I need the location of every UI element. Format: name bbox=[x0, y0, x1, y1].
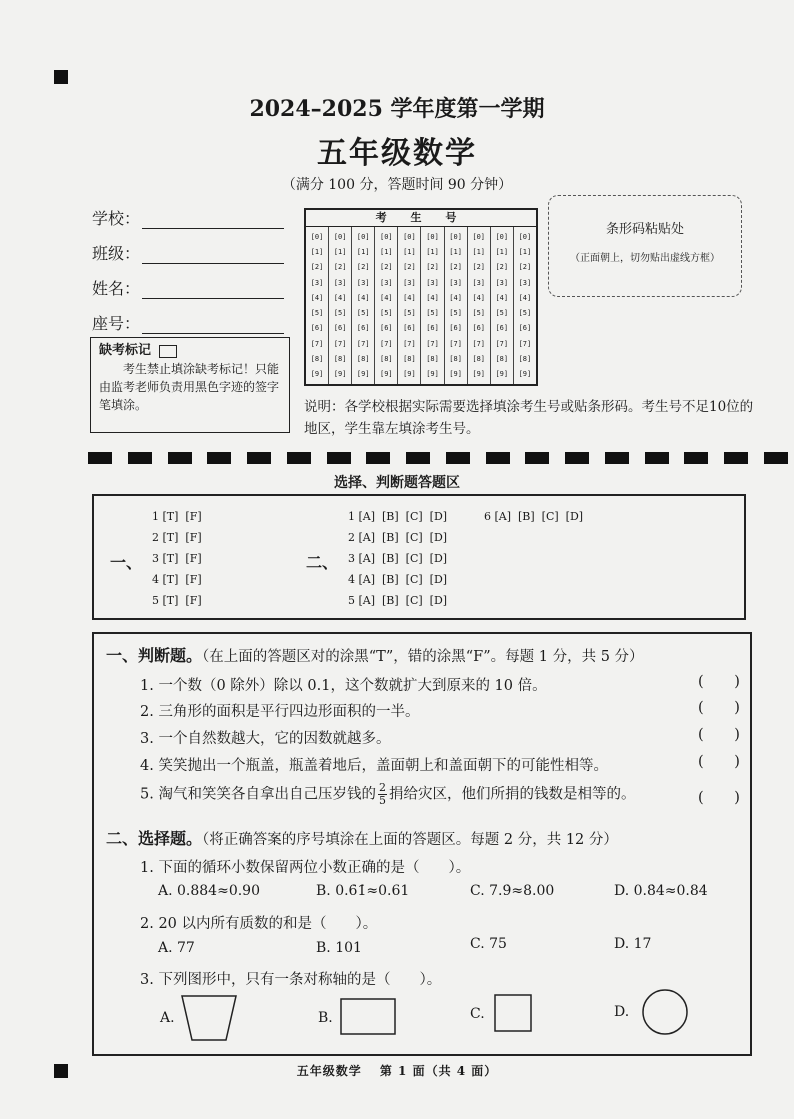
digit-bubble[interactable]: [4] bbox=[310, 293, 324, 302]
mc-row[interactable]: 4 [A] [B] [C] [D] bbox=[348, 573, 448, 586]
digit-bubble[interactable]: [9] bbox=[518, 370, 532, 379]
digit-bubble[interactable]: [5] bbox=[495, 309, 509, 318]
digit-bubble[interactable]: [7] bbox=[426, 339, 439, 348]
digit-bubble[interactable]: [3] bbox=[403, 278, 416, 287]
digit-bubble[interactable]: [6] bbox=[518, 324, 532, 333]
cut-dash bbox=[525, 452, 549, 464]
rectangle-shape bbox=[340, 998, 398, 1036]
cut-dash bbox=[764, 452, 788, 464]
digit-bubble[interactable]: [3] bbox=[449, 278, 462, 287]
mc-row[interactable]: 5 [A] [B] [C] [D] bbox=[348, 594, 448, 607]
digit-bubble[interactable]: [4] bbox=[356, 293, 370, 302]
cut-dash bbox=[247, 452, 271, 464]
exam-number-column bbox=[329, 227, 352, 384]
digit-bubble[interactable]: [2] bbox=[472, 263, 486, 272]
digit-bubble[interactable]: [5] bbox=[380, 309, 393, 318]
digit-bubble[interactable]: [1] bbox=[356, 247, 370, 256]
digit-bubble[interactable]: [3] bbox=[333, 278, 347, 287]
digit-bubble[interactable]: [2] bbox=[380, 263, 393, 272]
name-field[interactable] bbox=[92, 276, 284, 299]
digit-bubble[interactable]: [3] bbox=[495, 278, 509, 287]
q3-option-b: B. bbox=[318, 1010, 333, 1026]
digit-bubble[interactable]: [7] bbox=[310, 339, 324, 348]
cut-dash bbox=[207, 452, 231, 464]
tf-question-5: 5. 淘气和笑笑各自拿出自己压岁钱的 $\frac{2}{5}$ 捐给灾区，他们所捐的钱数是相等的。 bbox=[140, 781, 636, 807]
q2-option-b: B. 101 bbox=[316, 940, 362, 956]
exam-number-column bbox=[421, 227, 444, 384]
cut-dash bbox=[406, 452, 430, 464]
digit-bubble[interactable]: [2] bbox=[495, 263, 509, 272]
cut-dash bbox=[128, 452, 152, 464]
digit-bubble[interactable]: [3] bbox=[380, 278, 393, 287]
school-field[interactable] bbox=[92, 206, 284, 229]
digit-bubble[interactable]: [9] bbox=[449, 370, 462, 379]
digit-bubble[interactable]: [1] bbox=[449, 247, 462, 256]
seat-line[interactable] bbox=[142, 317, 284, 334]
q1-option-a: A. 0.884̇≈0.90 bbox=[158, 883, 260, 899]
digit-bubble[interactable]: [8] bbox=[333, 355, 347, 364]
digit-bubble[interactable]: [9] bbox=[356, 370, 370, 379]
exam-number-column bbox=[468, 227, 491, 384]
digit-bubble[interactable]: [5] bbox=[449, 309, 462, 318]
tf-question: 2. 三角形的面积是平行四边形面积的一半。 bbox=[140, 704, 420, 720]
absent-checkbox[interactable] bbox=[159, 345, 177, 358]
cut-dash bbox=[684, 452, 708, 464]
digit-bubble[interactable]: [6] bbox=[426, 324, 439, 333]
year-title: 2024–2025 学年度第一学期 bbox=[249, 96, 545, 122]
seat-label: 座号： bbox=[92, 314, 141, 333]
tf-row[interactable]: 3 [T] [F] bbox=[152, 552, 202, 565]
school-line[interactable] bbox=[142, 212, 284, 229]
mc-row[interactable]: 3 [A] [B] [C] [D] bbox=[348, 552, 448, 565]
exam-number-column bbox=[445, 227, 468, 384]
cut-dash bbox=[486, 452, 510, 464]
digit-bubble[interactable]: [2] bbox=[426, 263, 439, 272]
digit-bubble[interactable]: [4] bbox=[333, 293, 347, 302]
digit-bubble[interactable]: [7] bbox=[449, 339, 462, 348]
digit-bubble[interactable]: [0] bbox=[449, 232, 462, 241]
digit-bubble[interactable]: [0] bbox=[518, 232, 532, 241]
digit-bubble[interactable]: [6] bbox=[333, 324, 347, 333]
mc-question-2: 2. 20 以内所有质数的和是（ ）。 bbox=[140, 916, 378, 932]
absent-mark-box bbox=[90, 337, 290, 433]
digit-bubble[interactable]: [3] bbox=[472, 278, 486, 287]
digit-bubble[interactable]: [6] bbox=[403, 324, 416, 333]
cut-dash bbox=[287, 452, 311, 464]
tf-question: 3. 一个自然数越大，它的因数就越多。 bbox=[140, 731, 391, 747]
fraction: $\frac{2}{5}$ bbox=[378, 781, 386, 807]
digit-bubble[interactable]: [1] bbox=[472, 247, 486, 256]
digit-bubble[interactable]: [6] bbox=[449, 324, 462, 333]
q3-option-d: D. bbox=[614, 1004, 630, 1020]
page-footer: 五年级数学 第 1 面（共 4 面） bbox=[296, 1064, 498, 1078]
digit-bubble[interactable]: [7] bbox=[495, 339, 509, 348]
digit-bubble[interactable]: [3] bbox=[356, 278, 370, 287]
class-field[interactable] bbox=[92, 241, 284, 264]
digit-bubble[interactable]: [5] bbox=[403, 309, 416, 318]
digit-bubble[interactable]: [1] bbox=[518, 247, 532, 256]
part2-heading: 二、选择题。（将正确答案的序号填涂在上面的答题区。每题 2 分，共 12 分） bbox=[106, 829, 618, 848]
digit-bubble[interactable]: [5] bbox=[333, 309, 347, 318]
cut-dash bbox=[645, 452, 669, 464]
registration-mark-top bbox=[54, 70, 68, 84]
digit-bubble[interactable]: [7] bbox=[518, 339, 532, 348]
name-label: 姓名： bbox=[92, 279, 141, 298]
answer-paren: ( ) bbox=[698, 674, 740, 690]
circle-shape bbox=[640, 988, 692, 1036]
digit-bubble[interactable]: [3] bbox=[518, 278, 532, 287]
digit-bubble[interactable]: [5] bbox=[356, 309, 370, 318]
exam-title: 五年级数学 bbox=[317, 136, 477, 171]
tf-row[interactable]: 5 [T] [F] bbox=[152, 594, 202, 607]
digit-bubble[interactable]: [1] bbox=[380, 247, 393, 256]
digit-bubble[interactable]: [9] bbox=[495, 370, 509, 379]
digit-bubble[interactable]: [8] bbox=[310, 355, 324, 364]
instruction-note: 说明：各学校根据实际需要选择填涂考生号或贴条形码。考生号不足10位的地区，学生靠左填涂考生号。 bbox=[304, 399, 754, 437]
absent-text: 考生禁止填涂缺考标记！只能由监考老师负责用黑色字迹的签字笔填涂。 bbox=[99, 362, 280, 412]
digit-bubble[interactable]: [4] bbox=[518, 293, 532, 302]
digit-bubble[interactable]: [2] bbox=[403, 263, 416, 272]
cut-dash bbox=[168, 452, 192, 464]
q2-option-a: A. 77 bbox=[158, 940, 195, 956]
digit-bubble[interactable]: [2] bbox=[449, 263, 462, 272]
answer-paren: ( ) bbox=[698, 700, 740, 716]
digit-bubble[interactable]: [4] bbox=[472, 293, 486, 302]
q2-option-c: C. 75 bbox=[470, 936, 507, 952]
digit-bubble[interactable]: [7] bbox=[333, 339, 347, 348]
digit-bubble[interactable]: [8] bbox=[495, 355, 509, 364]
digit-bubble[interactable]: [3] bbox=[310, 278, 324, 287]
barcode-area bbox=[548, 195, 742, 297]
exam-number-column bbox=[491, 227, 514, 384]
answer-paren: ( ) bbox=[698, 790, 740, 806]
seat-field[interactable] bbox=[92, 311, 284, 334]
digit-bubble[interactable]: [5] bbox=[310, 309, 324, 318]
part1-heading: 一、判断题。（在上面的答题区对的涂黑“T”，错的涂黑“F”。每题 1 分，共 5 分） bbox=[106, 646, 644, 665]
digit-bubble[interactable]: [1] bbox=[426, 247, 439, 256]
digit-bubble[interactable]: [0] bbox=[310, 232, 324, 241]
barcode-note: （正面朝上，切勿贴出虚线方框） bbox=[570, 253, 720, 264]
mc-row[interactable]: 6 [A] [B] [C] [D] bbox=[484, 510, 584, 523]
q1-option-c: C. 7.9̇≈8.00 bbox=[470, 883, 555, 899]
digit-bubble[interactable]: [1] bbox=[403, 247, 416, 256]
q3-option-c: C. bbox=[470, 1006, 485, 1022]
exam-number-column bbox=[375, 227, 398, 384]
digit-bubble[interactable]: [9] bbox=[333, 370, 347, 379]
exam-number-column bbox=[514, 227, 536, 384]
answer-paren: ( ) bbox=[698, 727, 740, 743]
digit-bubble[interactable]: [0] bbox=[495, 232, 509, 241]
digit-bubble[interactable]: [8] bbox=[449, 355, 462, 364]
mc-row[interactable]: 1 [A] [B] [C] [D] bbox=[348, 510, 448, 523]
trapezoid-shape bbox=[180, 994, 240, 1042]
cut-dash bbox=[724, 452, 748, 464]
exam-number-column bbox=[398, 227, 421, 384]
q2-option-d: D. 17 bbox=[614, 936, 652, 952]
digit-bubble[interactable]: [2] bbox=[518, 263, 532, 272]
tf-question: 1. 一个数（0 除外）除以 0.1，这个数就扩大到原来的 10 倍。 bbox=[140, 678, 547, 694]
exam-number-title: 考 生 号 bbox=[306, 210, 536, 227]
digit-bubble[interactable]: [8] bbox=[472, 355, 486, 364]
digit-bubble[interactable]: [5] bbox=[518, 309, 532, 318]
digit-bubble[interactable]: [4] bbox=[380, 293, 393, 302]
digit-bubble[interactable]: [8] bbox=[356, 355, 370, 364]
digit-bubble[interactable]: [6] bbox=[380, 324, 393, 333]
tf-row[interactable]: 4 [T] [F] bbox=[152, 573, 202, 586]
exam-number-column bbox=[352, 227, 375, 384]
q1-option-d: D. 0.8̇4̇≈0.84 bbox=[614, 883, 708, 899]
digit-bubble[interactable]: [2] bbox=[310, 263, 324, 272]
digit-bubble[interactable]: [6] bbox=[310, 324, 324, 333]
cut-dash bbox=[446, 452, 470, 464]
digit-bubble[interactable]: [0] bbox=[472, 232, 486, 241]
cut-dash bbox=[88, 452, 112, 464]
school-label: 学校： bbox=[92, 209, 141, 228]
answer-area-title: 选择、判断题答题区 bbox=[334, 475, 460, 491]
digit-bubble[interactable]: [9] bbox=[380, 370, 393, 379]
absent-title: 缺考标记 bbox=[99, 342, 281, 360]
digit-bubble[interactable]: [9] bbox=[403, 370, 416, 379]
cut-dash bbox=[327, 452, 351, 464]
digit-bubble[interactable]: [7] bbox=[403, 339, 416, 348]
digit-bubble[interactable]: [1] bbox=[310, 247, 324, 256]
digit-bubble[interactable]: [1] bbox=[495, 247, 509, 256]
answer-sec2-label: 二、 bbox=[306, 553, 339, 572]
digit-bubble[interactable]: [8] bbox=[403, 355, 416, 364]
digit-bubble[interactable]: [9] bbox=[426, 370, 439, 379]
square-shape bbox=[494, 994, 534, 1034]
answer-sec1-label: 一、 bbox=[110, 553, 143, 572]
digit-bubble[interactable]: [0] bbox=[356, 232, 370, 241]
digit-bubble[interactable]: [5] bbox=[426, 309, 439, 318]
class-line[interactable] bbox=[142, 247, 284, 264]
digit-bubble[interactable]: [4] bbox=[426, 293, 439, 302]
digit-bubble[interactable]: [4] bbox=[403, 293, 416, 302]
digit-bubble[interactable]: [1] bbox=[333, 247, 347, 256]
class-label: 班级： bbox=[92, 244, 141, 263]
digit-bubble[interactable]: [7] bbox=[380, 339, 393, 348]
exam-subtitle: （满分 100 分，答题时间 90 分钟） bbox=[281, 177, 513, 193]
cut-dash bbox=[605, 452, 629, 464]
q1-option-b: B. 0.6̇1̇≈0.61 bbox=[316, 883, 410, 899]
digit-bubble[interactable]: [6] bbox=[356, 324, 370, 333]
digit-bubble[interactable]: [8] bbox=[380, 355, 393, 364]
digit-bubble[interactable]: [9] bbox=[310, 370, 324, 379]
answer-area-box bbox=[92, 494, 746, 620]
digit-bubble[interactable]: [6] bbox=[472, 324, 486, 333]
digit-bubble[interactable]: [0] bbox=[426, 232, 439, 241]
digit-bubble[interactable]: [5] bbox=[472, 309, 486, 318]
digit-bubble[interactable]: [6] bbox=[495, 324, 509, 333]
answer-paren: ( ) bbox=[698, 754, 740, 770]
digit-bubble[interactable]: [2] bbox=[333, 263, 347, 272]
mc-question-3: 3. 下列图形中，只有一条对称轴的是（ ）。 bbox=[140, 972, 442, 988]
digit-bubble[interactable]: [2] bbox=[356, 263, 370, 272]
digit-bubble[interactable]: [0] bbox=[403, 232, 416, 241]
digit-bubble[interactable]: [3] bbox=[426, 278, 439, 287]
digit-bubble[interactable]: [7] bbox=[356, 339, 370, 348]
cut-dash bbox=[565, 452, 589, 464]
tf-row[interactable]: 2 [T] [F] bbox=[152, 531, 202, 544]
mc-question-1: 1. 下面的循环小数保留两位小数正确的是（ ）。 bbox=[140, 860, 471, 876]
exam-number-column bbox=[306, 227, 329, 384]
digit-bubble[interactable]: [4] bbox=[495, 293, 509, 302]
digit-bubble[interactable]: [8] bbox=[426, 355, 439, 364]
digit-bubble[interactable]: [9] bbox=[472, 370, 486, 379]
cut-dash bbox=[366, 452, 390, 464]
mc-row[interactable]: 2 [A] [B] [C] [D] bbox=[348, 531, 448, 544]
cut-line bbox=[88, 452, 788, 466]
digit-bubble[interactable]: [7] bbox=[472, 339, 486, 348]
digit-bubble[interactable]: [0] bbox=[380, 232, 393, 241]
digit-bubble[interactable]: [0] bbox=[333, 232, 347, 241]
digit-bubble[interactable]: [4] bbox=[449, 293, 462, 302]
q3-option-a: A. bbox=[160, 1010, 175, 1026]
exam-number-grid bbox=[304, 208, 538, 386]
digit-bubble[interactable]: [8] bbox=[518, 355, 532, 364]
tf-row[interactable]: 1 [T] [F] bbox=[152, 510, 202, 523]
exam-number-columns bbox=[306, 227, 536, 384]
barcode-title: 条形码粘贴处 bbox=[605, 222, 684, 237]
name-line[interactable] bbox=[142, 282, 284, 299]
tf-question: 4. 笑笑抛出一个瓶盖，瓶盖着地后，盖面朝上和盖面朝下的可能性相等。 bbox=[140, 758, 608, 774]
